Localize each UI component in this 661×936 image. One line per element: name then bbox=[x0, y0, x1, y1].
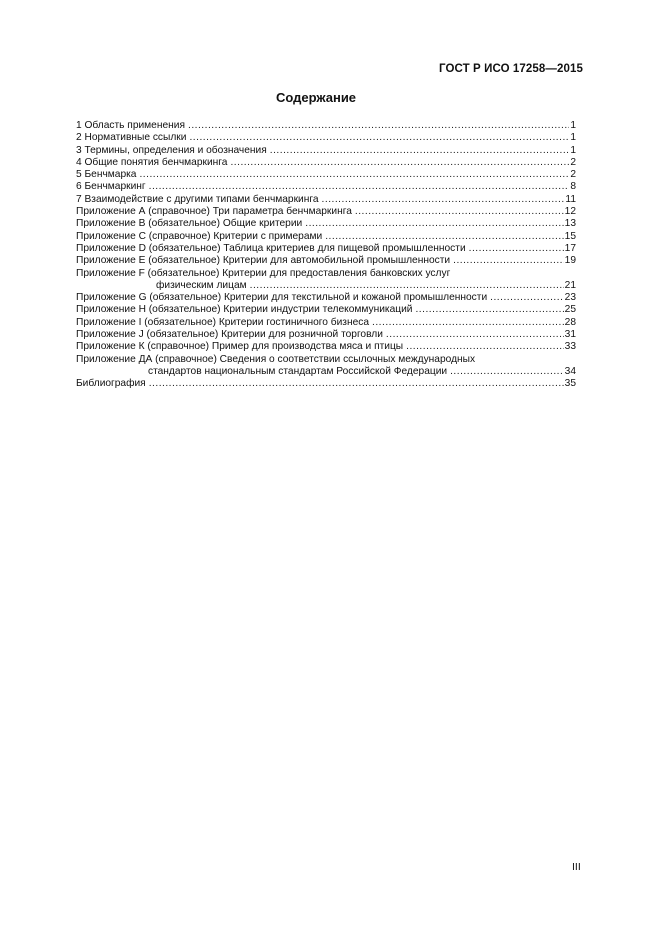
dot-leader bbox=[490, 292, 564, 304]
toc-entry-page: 1 bbox=[570, 120, 576, 131]
toc-entry-label: Приложение А (справочное) Три параметра бенчмаркинга bbox=[76, 206, 352, 218]
toc-entry-label: 5 Бенчмарка bbox=[76, 169, 137, 181]
toc-entry-label-continuation: физическим лицам bbox=[156, 279, 247, 291]
toc-entry[interactable] bbox=[76, 145, 576, 157]
toc-entry-label-continuation: стандартов национальным стандартам Российской Федерации bbox=[148, 365, 448, 377]
toc-entry[interactable] bbox=[76, 378, 576, 390]
page-number: III bbox=[572, 861, 581, 873]
toc-entry-label: Приложение Н (обязательное) Критерии индустрии телекоммуникаций bbox=[76, 304, 413, 316]
dot-leader bbox=[355, 206, 564, 218]
toc-entry[interactable] bbox=[76, 132, 576, 144]
toc-entry-page: 2 bbox=[570, 156, 576, 168]
dot-leader bbox=[322, 194, 565, 206]
toc-entry[interactable] bbox=[76, 317, 576, 329]
dot-leader bbox=[415, 304, 563, 316]
toc-entry-multiline[interactable] bbox=[76, 354, 576, 379]
toc-entry-label: Приложение D (обязательное) Таблица критериев для пищевой промышленности bbox=[76, 242, 466, 254]
toc-entry-label: Библиография bbox=[76, 378, 146, 390]
toc-entry-label: Приложение С (справочное) Критерии с примерами bbox=[76, 230, 323, 242]
toc-entry[interactable] bbox=[76, 169, 576, 181]
dot-leader bbox=[230, 157, 569, 169]
toc-entry-page: 2 bbox=[570, 169, 576, 181]
toc-entry-page: 13 bbox=[564, 218, 576, 230]
toc-entry-label: Приложение F (обязательное) Критерии для предоставления банковских услуг bbox=[76, 267, 451, 279]
toc-entry-label: 6 Бенчмаркинг bbox=[76, 181, 146, 193]
toc-entry-multiline[interactable] bbox=[76, 268, 576, 293]
toc-entry-page: 12 bbox=[564, 206, 576, 218]
toc-entry-page: 35 bbox=[564, 378, 576, 390]
toc-entry[interactable] bbox=[76, 255, 576, 267]
dot-leader bbox=[406, 341, 564, 353]
toc-entry-page: 19 bbox=[564, 255, 576, 267]
dot-leader bbox=[189, 132, 569, 144]
toc-entry[interactable] bbox=[76, 181, 576, 193]
dot-leader bbox=[305, 218, 563, 230]
document-header: ГОСТ Р ИСО 17258—2015 bbox=[438, 63, 583, 75]
toc-entry[interactable] bbox=[76, 292, 576, 304]
toc-entry-page: 1 bbox=[570, 144, 576, 156]
toc-entry-label: Приложение В (обязательное) Общие критерии bbox=[76, 218, 303, 230]
toc-entry-label: Приложение J (обязательное) Критерии для розничной торговли bbox=[76, 329, 383, 341]
toc-entry-label: Приложение К (справочное) Пример для производства мяса и птицы bbox=[76, 341, 404, 353]
dot-leader bbox=[372, 317, 564, 329]
toc-entry-label: 4 Общие понятия бенчмаркинга bbox=[76, 156, 228, 168]
toc-entry[interactable] bbox=[76, 157, 576, 169]
toc-title: Содержание bbox=[275, 90, 357, 105]
toc-entry-page: 28 bbox=[564, 316, 576, 328]
toc-entry-label: Приложение I (обязательное) Критерии гостиничного бизнеса bbox=[76, 316, 369, 328]
toc-entry[interactable] bbox=[76, 341, 576, 353]
toc-entry-label: Приложение Е (обязательное) Критерии для автомобильной промышленности bbox=[76, 255, 451, 267]
toc-entry-page: 33 bbox=[564, 341, 576, 353]
toc-entry-label: Приложение G (обязательное) Критерии для текстильной и кожаной промышленности bbox=[76, 292, 488, 304]
toc-entry-page: 31 bbox=[564, 329, 576, 341]
toc-entry[interactable] bbox=[76, 231, 576, 243]
toc-entry[interactable] bbox=[76, 243, 576, 255]
dot-leader bbox=[453, 255, 564, 267]
dot-leader bbox=[149, 181, 570, 193]
dot-leader bbox=[469, 243, 564, 255]
toc-entry-page: 21 bbox=[564, 279, 576, 291]
toc-entry-label: 7 Взаимодействие с другими типами бенчмаркинга bbox=[76, 193, 319, 205]
dot-leader bbox=[386, 329, 564, 341]
dot-leader bbox=[325, 231, 563, 243]
toc-entry[interactable] bbox=[76, 218, 576, 230]
toc-entry-label: 1 Область применения bbox=[76, 120, 185, 131]
dot-leader bbox=[250, 280, 564, 292]
toc-entry-label: Приложение ДА (справочное) Сведения о соответствии ссылочных международных bbox=[76, 353, 476, 365]
toc-entry-page: 8 bbox=[570, 181, 576, 193]
toc-entry-page: 23 bbox=[564, 292, 576, 304]
dot-leader bbox=[270, 145, 570, 157]
toc-entry-page: 1 bbox=[570, 132, 576, 144]
toc-entry-page: 11 bbox=[565, 193, 576, 205]
toc-entry[interactable] bbox=[76, 120, 576, 132]
toc-entry-page: 17 bbox=[564, 242, 576, 254]
dot-leader bbox=[149, 378, 564, 390]
toc-entry-page: 25 bbox=[564, 304, 576, 316]
toc-entry-label: 2 Нормативные ссылки bbox=[76, 132, 187, 144]
toc-entry-page: 34 bbox=[564, 365, 576, 377]
dot-leader bbox=[450, 366, 564, 378]
toc-entry-page: 15 bbox=[564, 230, 576, 242]
toc-entry-continuation bbox=[76, 280, 576, 292]
toc-entry-continuation bbox=[76, 366, 576, 378]
toc-entry[interactable] bbox=[76, 304, 576, 316]
dot-leader bbox=[188, 120, 569, 132]
toc-entry[interactable] bbox=[76, 329, 576, 341]
toc-entry[interactable] bbox=[76, 194, 576, 206]
toc-entry-label: 3 Термины, определения и обозначения bbox=[76, 144, 267, 156]
toc-entry[interactable] bbox=[76, 206, 576, 218]
table-of-contents bbox=[76, 120, 576, 391]
dot-leader bbox=[139, 169, 569, 181]
